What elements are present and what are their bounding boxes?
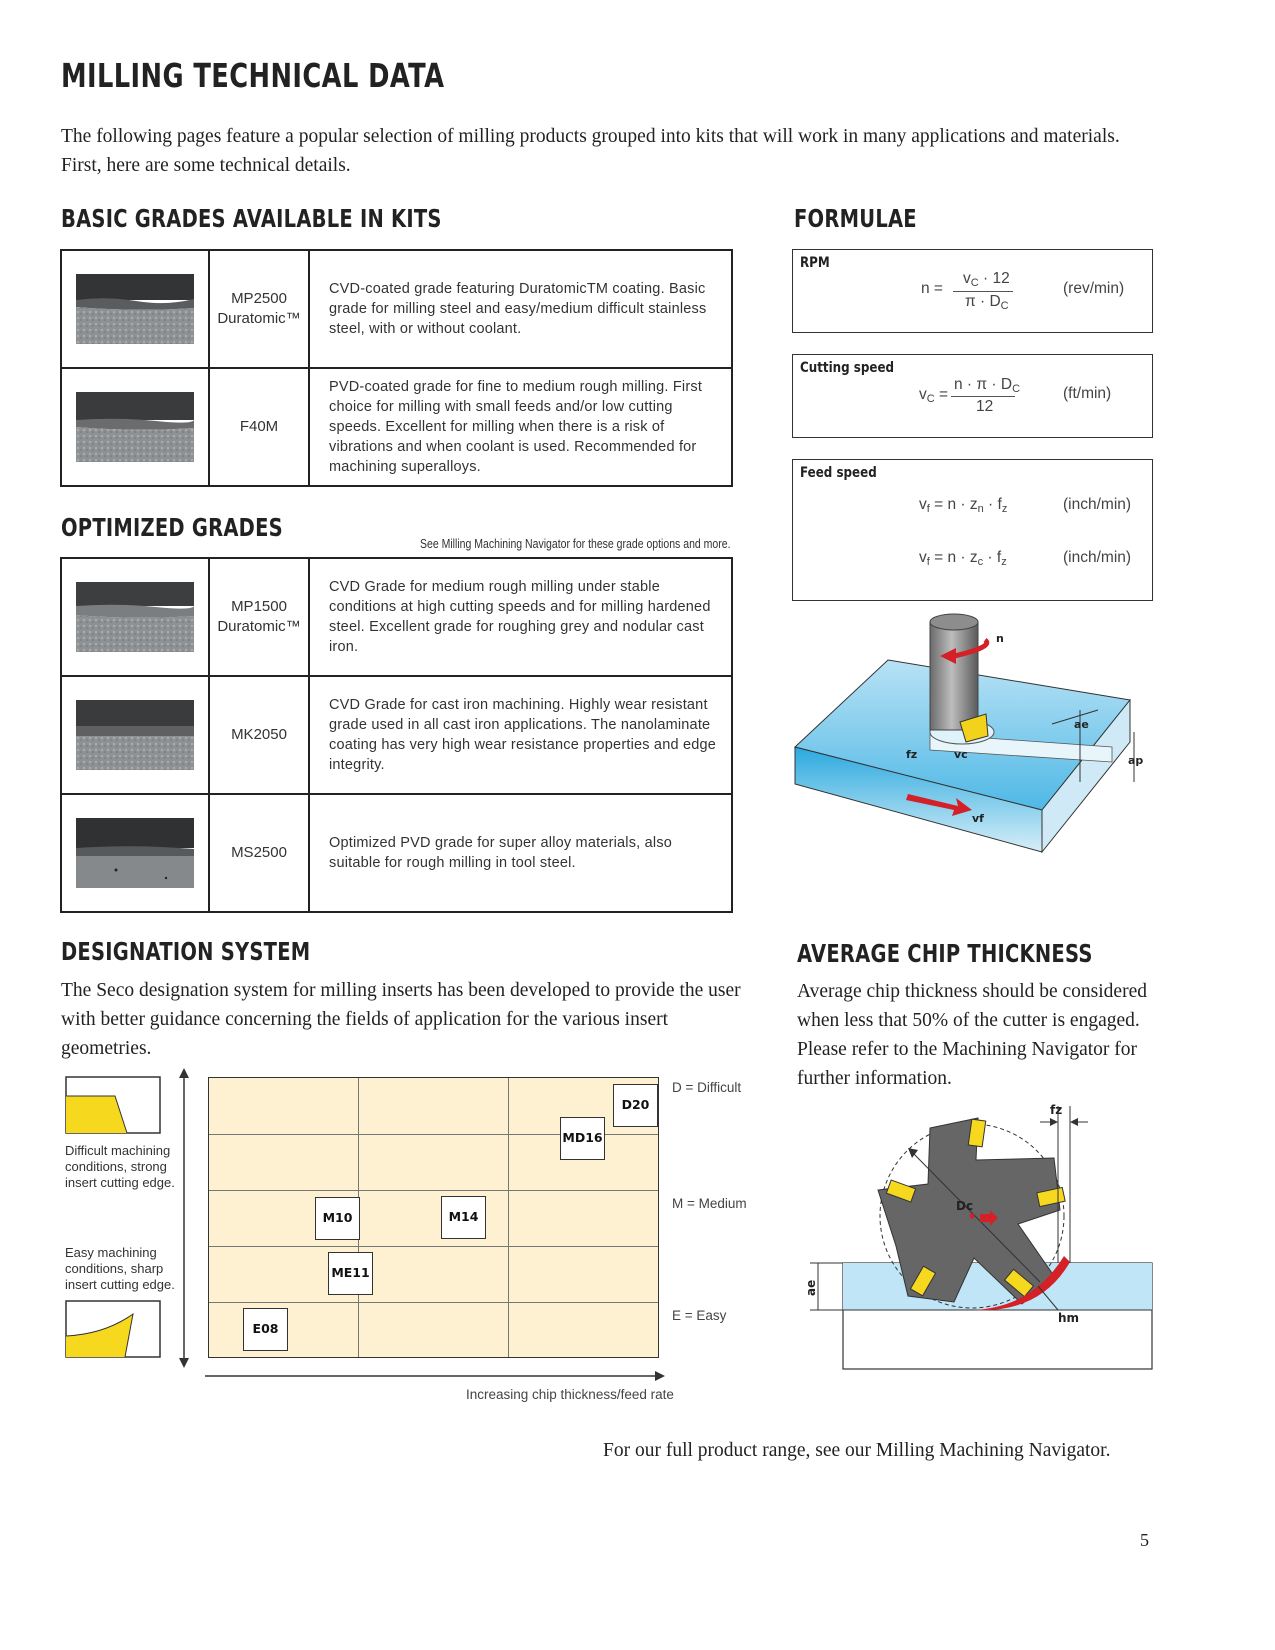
feed2-a-sub: f [926,556,930,568]
table-row [61,250,732,368]
feed2-c-sub: z [1001,556,1007,568]
grade-cell [209,676,309,794]
fz-label: fz [1050,1103,1063,1117]
grade-description: Optimized PVD grade for super alloy materials, also suitable for rough milling in tool steel. [309,794,732,912]
difficult-note: Difficult machining conditions, strong insert cutting edge. [65,1143,175,1190]
fz-label: fz [906,748,918,761]
coating-image-cell [61,250,209,368]
legend-easy: E = Easy [672,1308,727,1323]
grade-cell [209,558,309,676]
sharp-insert-icon [65,1300,161,1358]
coating-micrograph-image [76,582,194,652]
chip-thickness-paragraph: Average chip thickness should be considered when less that 50% of the cutter is engaged. Please refer to the Machining Navigator for further information. [797,981,1147,1089]
insert-tag-e08: E08 [243,1308,288,1351]
basic-grades-table [60,249,733,487]
optimized-grades-table [60,557,733,913]
rpm-den-sub: C [1000,300,1009,312]
grade-cell [209,368,309,486]
feed2-c: · f [983,549,1002,566]
grid-line [209,1246,658,1247]
coating-micrograph-image [76,274,194,344]
coating-micrograph-image [76,818,194,888]
easy-note: Easy machining conditions, sharp insert cutting edge. [65,1245,175,1292]
rpm-fraction-bar [953,291,1013,292]
feed-formula-2 [919,549,1007,568]
feed2-a: v [919,549,927,566]
insert-tag-d20: D20 [613,1084,658,1127]
feed1-c-sub: z [1001,503,1008,515]
cutting-lhs-rest: = [934,386,949,403]
table-row [61,676,732,794]
chip-thickness-heading: AVERAGE CHIP THICKNESS [797,939,1093,968]
grade-description: CVD Grade for medium rough milling under stable conditions at high cutting speeds and for milling hardened steel. Excellent grade for roughing grey and nodular cast iron. [309,558,732,676]
intro-paragraph: The following pages feature a popular selection of milling products grouped into kits that will work in many applications and materials. First, here are some technical details. [61,126,1120,176]
cutting-num-sub: C [1012,383,1021,395]
grid-line [508,1078,509,1357]
ap-label: ap [1128,754,1144,767]
cutting-speed-formula-box [792,354,1153,438]
cutting-numerator [954,376,1020,395]
insert-tag-md16: MD16 [560,1117,605,1160]
table-row [61,558,732,676]
vf-label: vf [972,812,984,825]
cutting-lhs-sub: C [926,393,935,405]
feed2-b: = n · z [929,549,978,566]
designation-heading: DESIGNATION SYSTEM [61,937,311,966]
grade-name: MS2500 [231,844,287,861]
coating-image-cell [61,676,209,794]
grade-cell [209,250,309,368]
grid-line [209,1302,658,1303]
rpm-den: π · D [965,293,1001,310]
feed2-b-sub: c [977,556,984,568]
cutting-lhs-v: v [919,386,927,403]
strong-insert-icon [65,1076,161,1134]
insert-tag-me11: ME11 [328,1252,373,1295]
cutting-unit: (ft/min) [1063,385,1112,402]
vertical-double-arrow [175,1068,193,1368]
feed1-unit: (inch/min) [1063,496,1132,513]
insert-tag-m14: M14 [441,1196,486,1239]
feed-formula-1 [919,496,1007,515]
feed1-c: · f [983,496,1002,513]
cutting-fraction-bar [951,396,1015,397]
milling-operation-diagram [790,612,1150,862]
rpm-numerator [963,270,1010,289]
n-label: n [996,632,1004,645]
coating-image-cell [61,558,209,676]
coating-micrograph-image [76,392,194,462]
grid-line [209,1190,658,1191]
grade-description: CVD-coated grade featuring DuratomicTM coating. Basic grade for milling steel and easy/medium difficult stainless steel, with or without coolant. [309,250,732,368]
rpm-label: RPM [800,255,830,271]
rpm-formula-box [792,249,1153,333]
grade-name: MK2050 [231,726,287,743]
feed-speed-label: Feed speed [800,465,877,481]
rpm-unit: (rev/min) [1063,280,1125,297]
feed-speed-formula-box [792,459,1153,601]
rpm-lhs: n = [921,280,943,297]
grade-description: PVD-coated grade for fine to medium rough milling. First choice for milling with small feeds and/or low cutting speeds. Excellent for milling when there is a risk of vibrations and when coolant is used. Recommended for machining superalloys. [309,368,732,486]
insert-tag-m10: M10 [315,1197,360,1240]
cutting-denominator: 12 [976,398,994,415]
grade-subname: Duratomic™ [217,310,301,327]
legend-medium: M = Medium [672,1196,747,1211]
ae-label: ae [804,1279,818,1296]
coating-image-cell [61,368,209,486]
coating-image-cell [61,794,209,912]
feed1-a-sub: f [926,503,930,515]
feed1-b: = n · z [929,496,978,513]
grade-name: MP1500 [231,598,287,615]
cutting-speed-label: Cutting speed [800,360,895,376]
table-row [61,794,732,912]
rpm-num-rest: · 12 [978,270,1010,287]
designation-paragraph: The Seco designation system for milling inserts has been developed to provide the user with better guidance concerning the fields of application for the various insert geometries. [61,980,741,1059]
grade-name: F40M [239,418,279,435]
table-row [61,368,732,486]
grade-description: CVD Grade for cast iron machining. Highly wear resistant grade used in all cast iron applications. The nanolaminate coating has very high wear resistance properties and edge integrity. [309,676,732,794]
grade-subname: Duratomic™ [217,618,301,635]
chip-thickness-diagram [800,1098,1155,1373]
page-title: MILLING TECHNICAL DATA [61,56,445,95]
coating-micrograph-image [76,700,194,770]
feed2-unit: (inch/min) [1063,549,1132,566]
page-number: 5 [1140,1530,1149,1550]
rpm-num-v: v [963,270,971,287]
x-axis-label: Increasing chip thickness/feed rate [466,1387,674,1402]
designation-chart [208,1077,659,1358]
rpm-denominator [965,293,1009,312]
dc-label: Dc [956,1199,974,1213]
formulae-heading: FORMULAE [794,204,917,233]
footer-note: For our full product range, see our Milling Machining Navigator. [603,1440,1111,1461]
legend-difficult: D = Difficult [672,1080,742,1095]
feed1-b-sub: n [977,503,984,515]
basic-grades-heading: BASIC GRADES AVAILABLE IN KITS [61,204,442,233]
hm-label: hm [1058,1311,1080,1325]
cutting-lhs [919,386,948,405]
horizontal-arrow [205,1369,665,1383]
feed1-a: v [919,496,927,513]
ae-label: ae [1074,718,1089,731]
vc-label: vc [954,748,968,761]
grade-name: MP2500 [231,290,287,307]
optimized-grades-heading: OPTIMIZED GRADES [61,513,283,542]
grade-cell [209,794,309,912]
cutting-num: n · π · D [954,376,1013,393]
optimized-note: See Milling Machining Navigator for these grade options and more. [420,537,731,551]
rpm-num-sub: C [970,277,979,289]
